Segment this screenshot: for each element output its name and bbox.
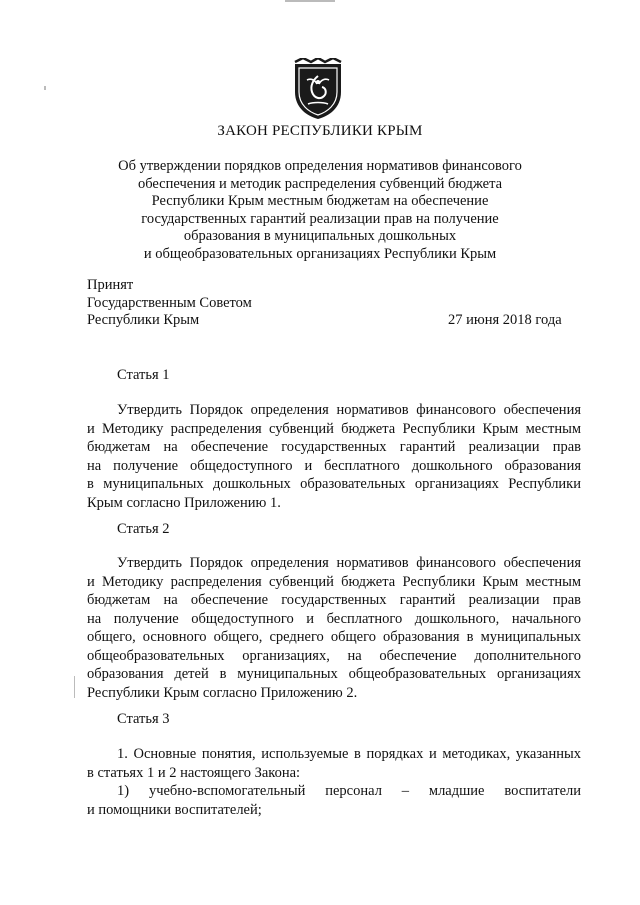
text-line: Утвердить Порядок определения нормативов финансового обеспечения [117, 402, 581, 418]
text-line: и Методику распределения субвенций бюджета Республики Крым местным [87, 420, 581, 437]
article-2-text [87, 554, 581, 702]
adoption-line: Принят [87, 277, 134, 293]
subject-line: Республики Крым местным бюджетам на обеспечение [151, 193, 489, 210]
article-3-heading: Статья 3 [117, 711, 170, 727]
text-line: Крым согласно Приложению 1. [87, 494, 281, 511]
text-line: в муниципальных дошкольных образовательных организациях Республики [87, 476, 581, 492]
scan-mark-margin [74, 676, 75, 698]
adoption-line: Государственным Советом [87, 294, 252, 311]
article-3-point-1 [87, 745, 581, 782]
subject-line: образования в муниципальных дошкольных [183, 228, 457, 245]
scan-mark-top [285, 0, 335, 2]
subject-line: и общеобразовательных организациях Республики Крым [143, 245, 497, 262]
text-line: бюджетам на обеспечение государственных гарантий реализации прав [87, 439, 581, 455]
article-1-text [87, 401, 581, 512]
adoption-block [87, 277, 252, 330]
subject-line: государственных гарантий реализации прав на получение [141, 210, 499, 227]
text-line: Утвердить Порядок определения нормативов финансового обеспечения [117, 555, 581, 571]
text-line: на получение общедоступного и бесплатного дошкольного, начального [87, 610, 581, 627]
law-subject [0, 158, 640, 264]
article-2-heading: Статья 2 [117, 521, 170, 537]
text-line: и Методику распределения субвенций бюджета Республики Крым местным [87, 573, 581, 590]
text-line: на получение общедоступного и бесплатного дошкольного образования [87, 457, 581, 474]
text-line: образования детей в муниципальных общеобразовательных организациях [87, 666, 581, 682]
text-line: общего, основного общего, среднего общего образования в муниципальных [87, 629, 581, 645]
law-title: ЗАКОН РЕСПУБЛИКИ КРЫМ [217, 123, 423, 139]
article-1-heading: Статья 1 [117, 367, 170, 383]
adoption-line: Республики Крым [87, 312, 200, 329]
text-line: Республики Крым согласно Приложению 2. [87, 684, 358, 701]
subject-line: обеспечения и методик распределения субвенций бюджета [137, 175, 503, 192]
scan-mark-left [44, 86, 46, 90]
text-line: 1. Основные понятия, используемые в порядках и методиках, указанных [117, 746, 581, 762]
text-line: в статьях 1 и 2 настоящего Закона: [87, 764, 301, 781]
crimea-coat-of-arms-emblem-icon [293, 58, 343, 120]
subject-line: Об утверждении порядков определения нормативов финансового [118, 158, 522, 174]
text-line: общеобразовательных организациях, на обеспечение дополнительного [87, 647, 581, 664]
text-line: и помощники воспитателей; [87, 801, 262, 818]
article-3-point-1-1 [87, 782, 581, 819]
text-line: бюджетам на обеспечение государственных гарантий реализации прав [87, 592, 581, 608]
adoption-date: 27 июня 2018 года [448, 312, 562, 328]
text-line: 1) учебно-вспомогательный персонал – младшие воспитатели [117, 783, 581, 799]
